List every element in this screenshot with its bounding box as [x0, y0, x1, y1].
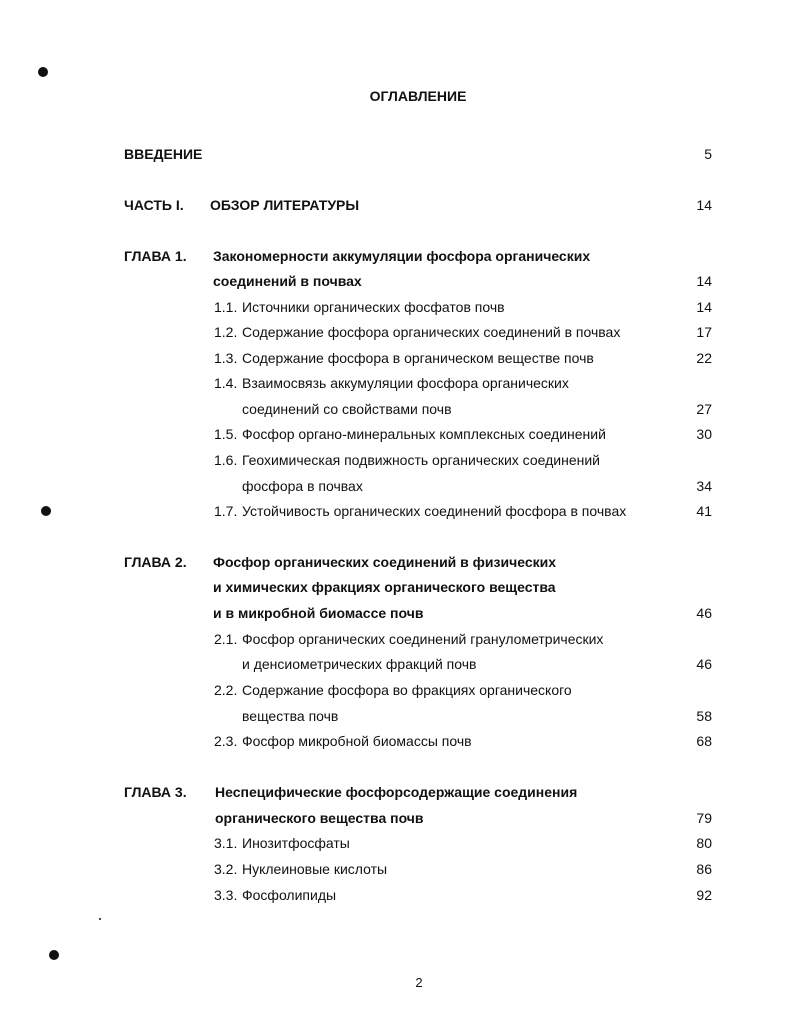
toc-section[interactable]: [0, 858, 794, 880]
toc-section[interactable]: [0, 423, 794, 445]
toc-section[interactable]: [0, 884, 794, 906]
chapter-title: Фосфор органических соединений в физических: [213, 554, 556, 570]
chapter-3-heading-cont[interactable]: [0, 807, 794, 829]
section-number: 1.1.: [214, 299, 238, 315]
section-number: 2.2.: [214, 682, 238, 698]
section-title: Геохимическая подвижность органических соединений: [242, 452, 600, 468]
section-number: 1.2.: [214, 324, 238, 340]
chapter-title: органического вещества почв: [215, 810, 424, 826]
entry-page: 14: [696, 299, 712, 315]
section-number: 3.2.: [214, 861, 238, 877]
toc-section[interactable]: [0, 500, 794, 522]
entry-page: 34: [696, 478, 712, 494]
chapter-label: ГЛАВА 1.: [124, 248, 187, 264]
entry-page: 27: [696, 401, 712, 417]
section-number: 2.3.: [214, 733, 238, 749]
entry-page: 80: [696, 835, 712, 851]
scan-speck: [38, 67, 48, 77]
scan-speck: [49, 950, 59, 960]
section-title: Содержание фосфора органических соединений в почвах: [242, 324, 621, 340]
section-number: 2.1.: [214, 631, 238, 647]
toc-section[interactable]: [0, 679, 794, 701]
section-number: 1.3.: [214, 350, 238, 366]
toc-section[interactable]: [0, 296, 794, 318]
page-title: ОГЛАВЛЕНИЕ: [369, 88, 467, 104]
toc-section[interactable]: [0, 347, 794, 369]
chapter-2-heading-cont[interactable]: [0, 576, 794, 598]
chapter-label: ГЛАВА 2.: [124, 554, 187, 570]
toc-section[interactable]: [0, 449, 794, 471]
page-number: 2: [415, 975, 423, 990]
toc-entry-part1[interactable]: [0, 194, 794, 216]
toc-section-cont[interactable]: [0, 398, 794, 420]
entry-page: 46: [696, 605, 712, 621]
section-number: 1.6.: [214, 452, 238, 468]
entry-page: 41: [696, 503, 712, 519]
entry-page: 14: [696, 273, 712, 289]
toc-section[interactable]: [0, 730, 794, 752]
section-number: 3.3.: [214, 887, 238, 903]
section-title: и денсиометрических фракций почв: [242, 656, 477, 672]
toc-section-cont[interactable]: [0, 475, 794, 497]
entry-page: 17: [696, 324, 712, 340]
section-title: Фосфор микробной биомассы почв: [242, 733, 472, 749]
chapter-title: Закономерности аккумуляции фосфора органических: [213, 248, 591, 264]
section-number: 1.7.: [214, 503, 238, 519]
section-title: соединений со свойствами почв: [242, 401, 452, 417]
toc-entry-intro[interactable]: [0, 143, 794, 165]
section-title: Фосфор органических соединений гранулометрических: [242, 631, 604, 647]
toc-section[interactable]: [0, 832, 794, 854]
section-title: фосфора в почвах: [242, 478, 363, 494]
chapter-title: Неспецифические фосфорсодержащие соединения: [215, 784, 578, 800]
entry-page: 68: [696, 733, 712, 749]
section-title: Содержание фосфора в органическом веществе почв: [242, 350, 594, 366]
entry-page: 46: [696, 656, 712, 672]
chapter-2-heading-cont[interactable]: [0, 602, 794, 624]
section-number: 1.5.: [214, 426, 238, 442]
toc-section[interactable]: [0, 628, 794, 650]
chapter-1-heading-cont[interactable]: [0, 270, 794, 292]
section-title: вещества почв: [242, 708, 339, 724]
section-title: Нуклеиновые кислоты: [242, 861, 388, 877]
entry-label: ВВЕДЕНИЕ: [124, 146, 203, 162]
section-title: Содержание фосфора во фракциях органического: [242, 682, 572, 698]
part-title: ОБЗОР ЛИТЕРАТУРЫ: [210, 197, 360, 213]
part-label: ЧАСТЬ I.: [124, 197, 184, 213]
chapter-1-heading[interactable]: [0, 245, 794, 267]
toc-section-cont[interactable]: [0, 705, 794, 727]
section-title: Устойчивость органических соединений фосфора в почвах: [242, 503, 627, 519]
toc-section[interactable]: [0, 372, 794, 394]
chapter-label: ГЛАВА 3.: [124, 784, 187, 800]
chapter-title: и химических фракциях органического вещества: [213, 579, 556, 595]
entry-page: 79: [696, 810, 712, 826]
section-title: Фосфолипиды: [242, 887, 337, 903]
chapter-3-heading[interactable]: [0, 781, 794, 803]
chapter-title: соединений в почвах: [213, 273, 362, 289]
chapter-2-heading[interactable]: [0, 551, 794, 573]
entry-page: 86: [696, 861, 712, 877]
toc-section-cont[interactable]: [0, 653, 794, 675]
scan-speck: [99, 918, 101, 920]
toc-section[interactable]: [0, 321, 794, 343]
section-title: Взаимосвязь аккумуляции фосфора органических: [242, 375, 569, 391]
entry-page: 92: [696, 887, 712, 903]
section-title: Фосфор органо-минеральных комплексных соединений: [242, 426, 606, 442]
section-number: 3.1.: [214, 835, 238, 851]
section-title: Инозитфосфаты: [242, 835, 350, 851]
chapter-title: и в микробной биомассе почв: [213, 605, 424, 621]
section-number: 1.4.: [214, 375, 238, 391]
entry-page: 22: [696, 350, 712, 366]
entry-page: 58: [696, 708, 712, 724]
entry-page: 30: [696, 426, 712, 442]
entry-page: 5: [704, 146, 712, 162]
entry-page: 14: [696, 197, 712, 213]
section-title: Источники органических фосфатов почв: [242, 299, 505, 315]
